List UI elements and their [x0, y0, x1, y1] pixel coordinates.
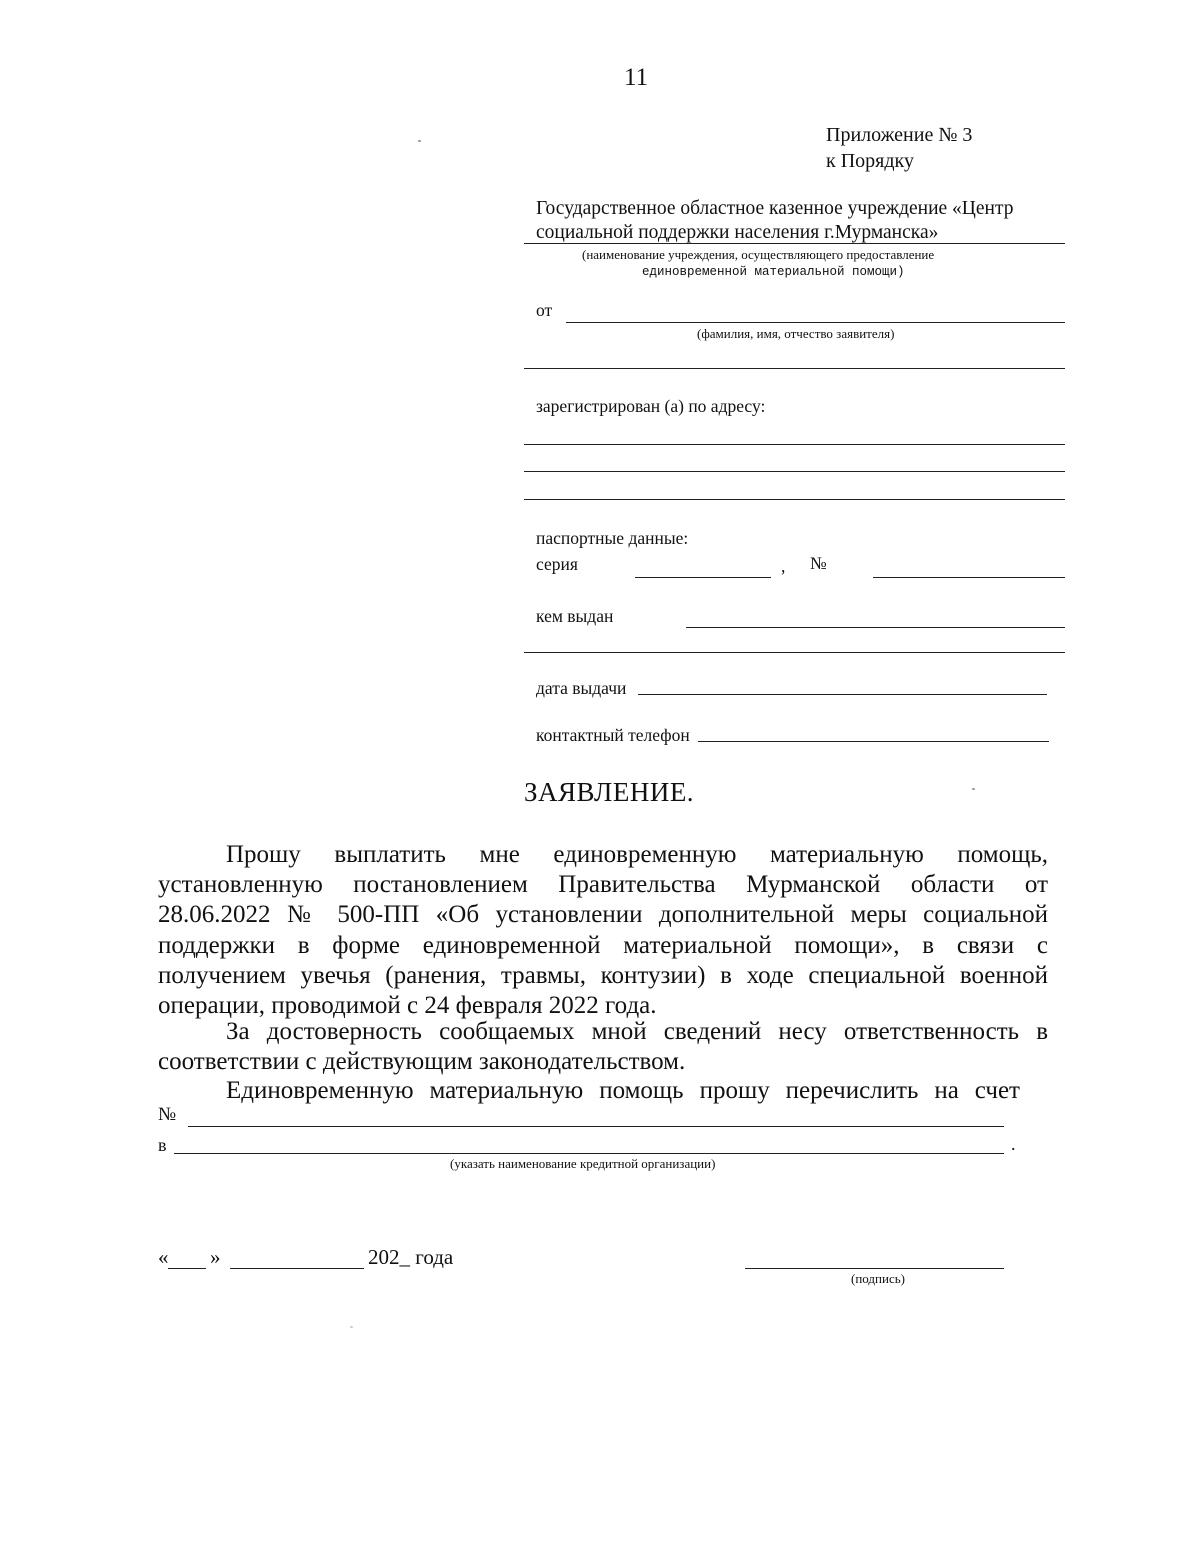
signature-note: (подпись) — [851, 1271, 905, 1286]
org-name-line2: социальной поддержки населения г.Мурманска» — [536, 222, 939, 243]
from-note: (фамилия, имя, отчество заявителя) — [697, 326, 895, 341]
from-field-line2[interactable] — [524, 368, 1065, 369]
series-label: серия — [536, 554, 578, 574]
scan-speck — [972, 788, 975, 790]
statement-paragraph-1 — [158, 840, 1048, 1021]
date-quote-close: » — [210, 1245, 221, 1269]
page-number: 11 — [624, 64, 649, 91]
org-note-1: (наименование учреждения, осуществляющего предоставление — [582, 247, 935, 262]
paragraph-1-line: операции, проводимой с 24 февраля 2022 года. — [158, 991, 657, 1019]
from-field[interactable] — [566, 322, 1065, 323]
date-quote-open: « — [158, 1245, 169, 1269]
org-name-line1: Государственное областное казенное учреждение «Центр — [536, 198, 1014, 219]
issued-by-field[interactable] — [686, 627, 1065, 628]
statement-title: ЗАЯВЛЕНИЕ. — [524, 777, 695, 807]
bank-field-period: . — [1011, 1134, 1016, 1154]
date-month-field[interactable] — [230, 1268, 364, 1269]
paragraph-2-line: За достоверность сообщаемых мной сведений несу ответственность в — [226, 1018, 1048, 1045]
bank-label: в — [158, 1135, 167, 1155]
issued-by-label: кем выдан — [536, 606, 614, 626]
address-field-line3[interactable] — [524, 499, 1065, 500]
phone-label: контактный телефон — [536, 725, 690, 745]
org-underline — [524, 243, 1065, 244]
phone-field[interactable] — [698, 741, 1049, 742]
address-field-line1[interactable] — [524, 444, 1065, 445]
paragraph-1-line: установленную постановлением Правительства Мурманской области от — [158, 871, 1048, 899]
paragraph-1-line: 28.06.2022 № 500-ПП «Об установлении дополнительной меры социальной — [158, 901, 1048, 929]
passport-label: паспортные данные: — [536, 528, 689, 548]
signature-field[interactable] — [745, 1268, 1004, 1269]
address-field-line2[interactable] — [524, 471, 1065, 472]
from-label: от — [536, 300, 553, 320]
paragraph-1-line: получением увечья (ранения, травмы, контузии) в ходе специальной военной — [158, 961, 1048, 989]
scan-speck — [418, 140, 421, 142]
appendix-order: к Порядку — [826, 150, 914, 172]
account-number-label: № — [158, 1104, 177, 1125]
address-label: зарегистрирован (а) по адресу: — [536, 396, 766, 416]
statement-paragraph-3: Единовременную материальную помощь прошу перечислить на счет — [226, 1077, 1020, 1104]
issue-date-label: дата выдачи — [536, 678, 627, 698]
bank-field[interactable] — [174, 1153, 1004, 1154]
bank-note: (указать наименование кредитной организации) — [450, 1156, 716, 1171]
passport-number-field[interactable] — [873, 577, 1065, 578]
org-note-2: единовременной материальной помощи) — [642, 265, 905, 279]
paragraph-1-line: поддержки в форме единовременной материальной помощи», в связи с — [158, 931, 1048, 959]
paragraph-2-line: соответствии с действующим законодательством. — [158, 1048, 686, 1076]
account-number-field[interactable] — [188, 1126, 1004, 1127]
issue-date-field[interactable] — [638, 694, 1047, 695]
date-year: 202_ года — [368, 1245, 454, 1269]
series-comma: , — [781, 556, 786, 576]
passport-number-label: № — [810, 553, 827, 573]
paragraph-1-line: Прошу выплатить мне единовременную материальную помощь, — [226, 841, 1048, 868]
statement-paragraph-2 — [158, 1017, 1048, 1077]
series-field[interactable] — [635, 577, 771, 578]
appendix-number: Приложение № 3 — [826, 124, 973, 146]
date-day-field[interactable] — [168, 1268, 206, 1269]
scan-speck — [350, 1326, 353, 1328]
issued-by-field-line2[interactable] — [524, 652, 1065, 653]
